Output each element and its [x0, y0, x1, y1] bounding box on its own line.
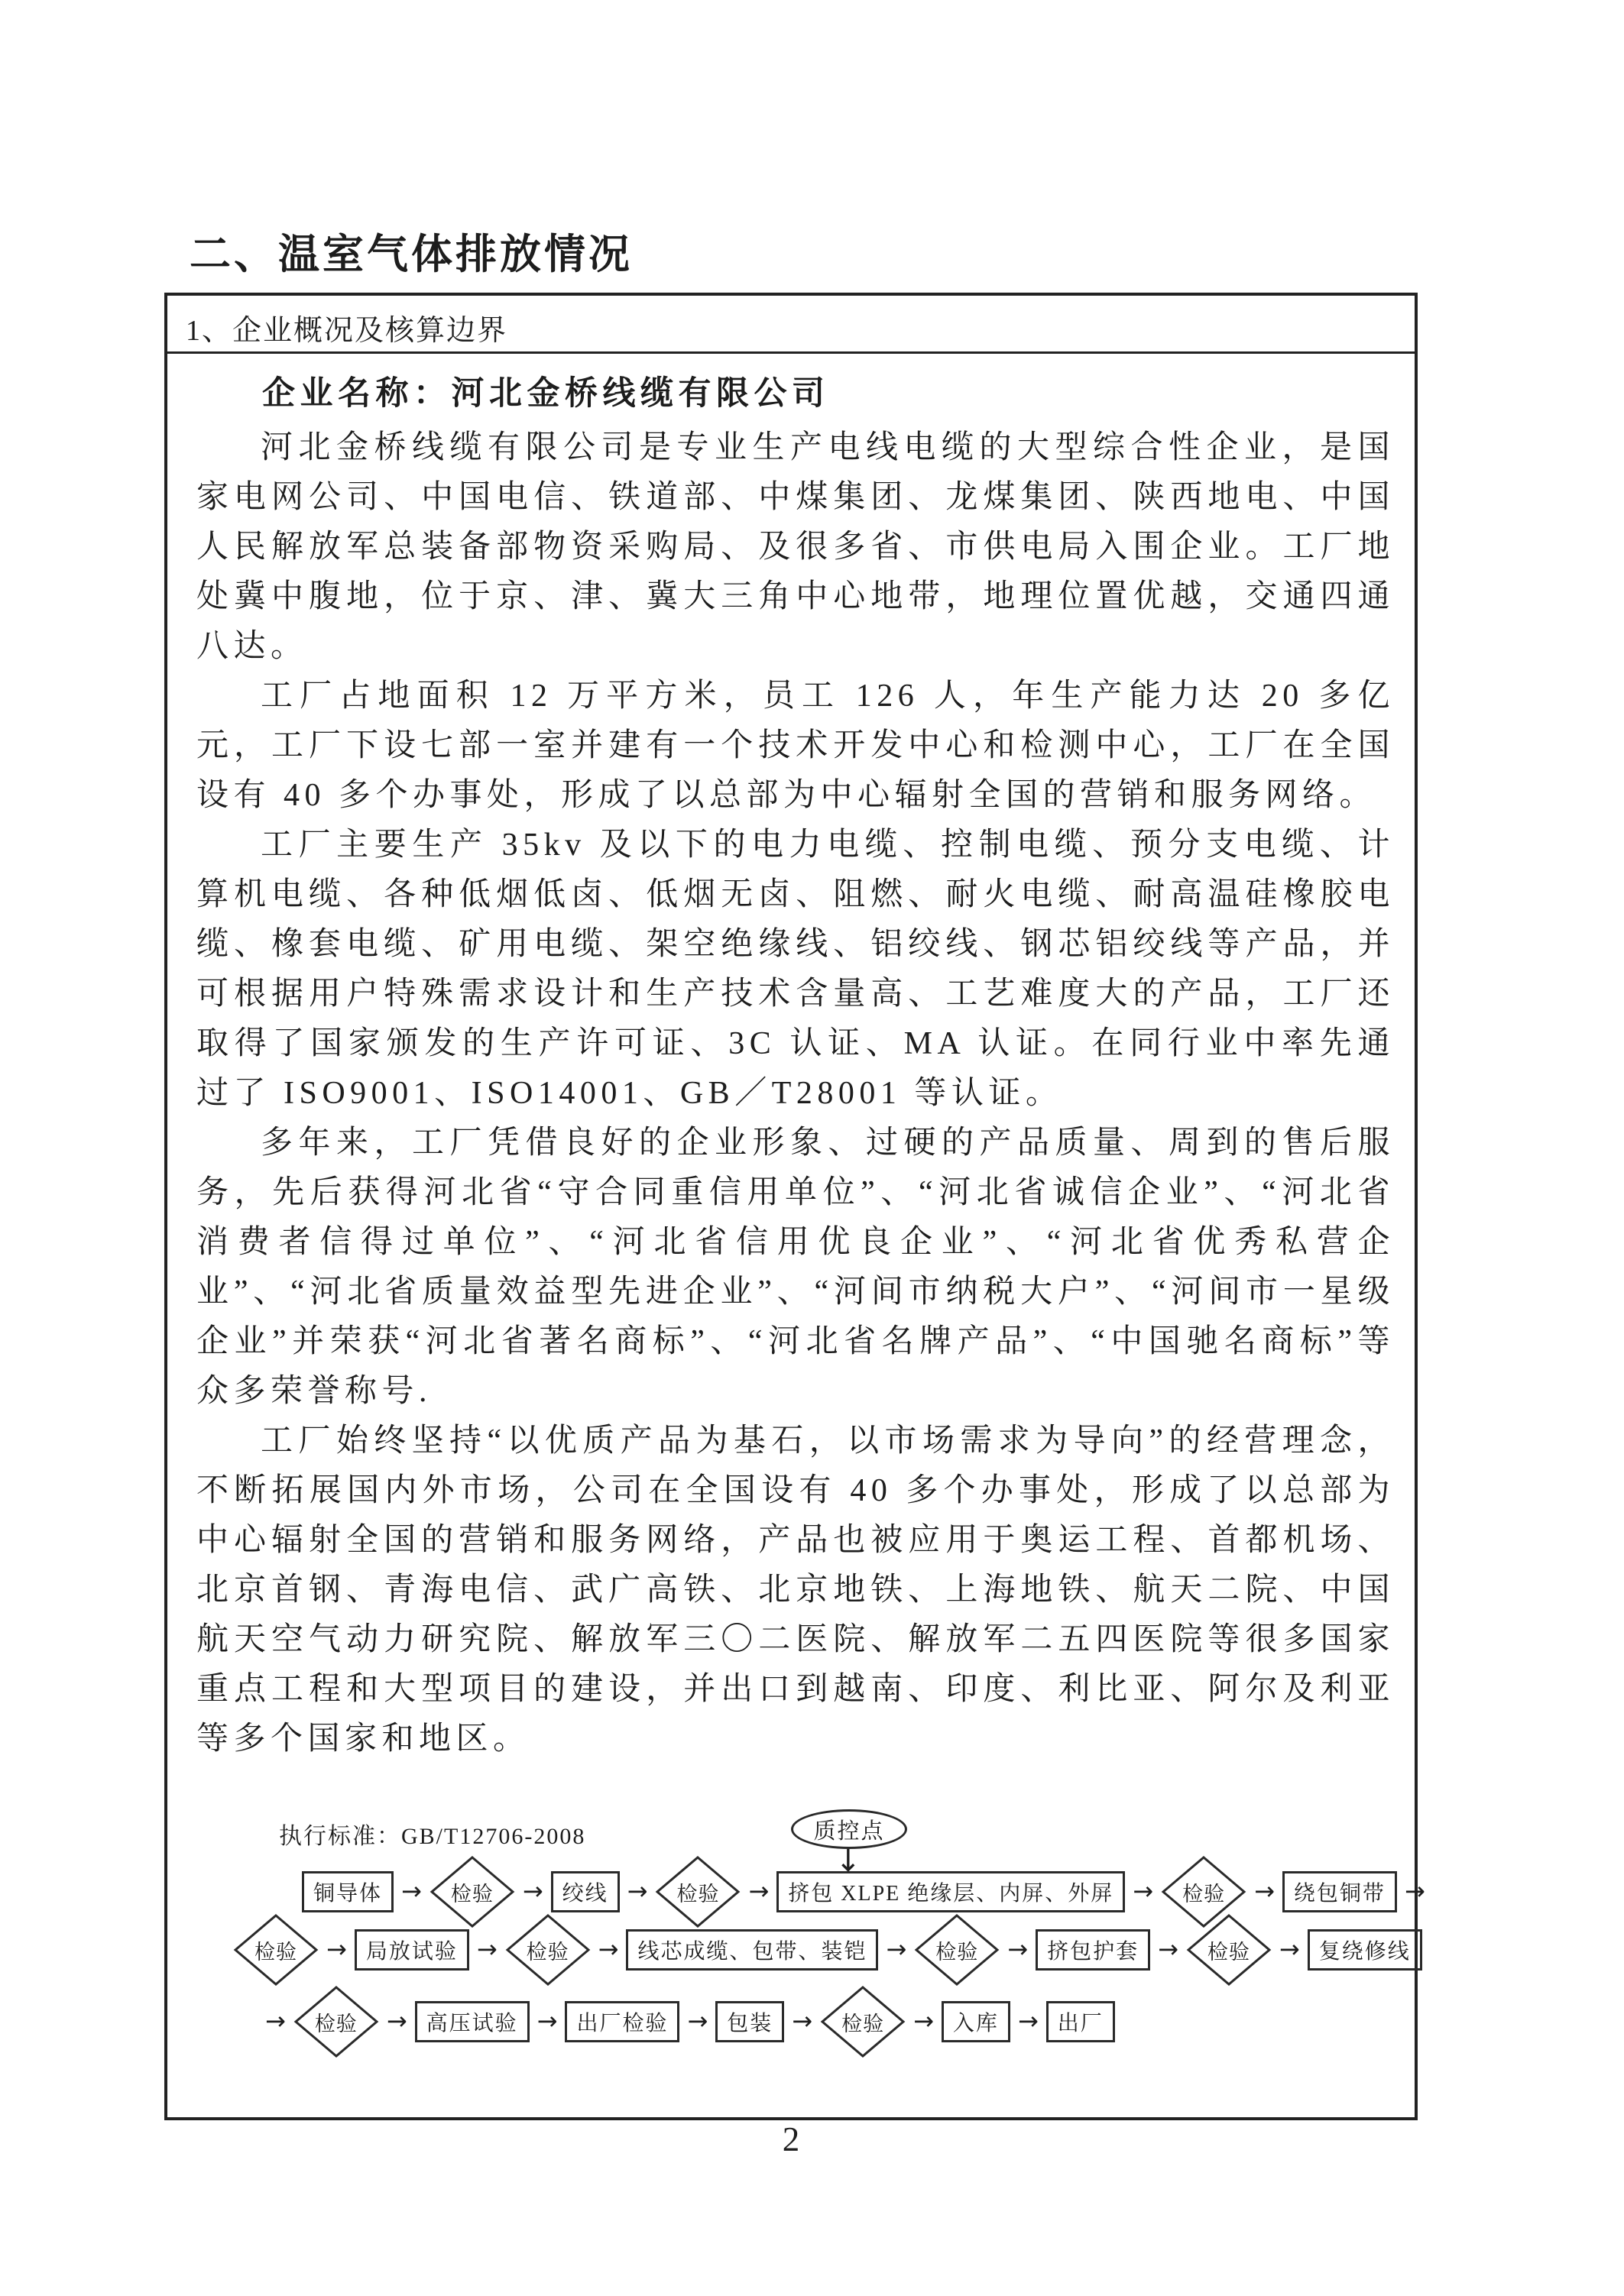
flow-arrow-icon: →	[687, 2006, 708, 2035]
flow-decision-label: 检验	[254, 1940, 297, 1964]
production-flowchart	[189, 1806, 1425, 2081]
flow-step: 绞线	[551, 1871, 620, 1912]
flow-arrow-icon: →	[598, 1935, 619, 1964]
flow-decision	[1186, 1913, 1272, 1987]
flow-decision-label: 检验	[841, 2012, 885, 2035]
flow-step: 挤包 XLPE 绝缘层、内屏、外屏	[776, 1871, 1125, 1912]
flow-decision-label: 检验	[450, 1882, 494, 1906]
flow-step: 铜导体	[302, 1871, 394, 1912]
flow-step: 线芯成缆、包带、装铠	[626, 1929, 878, 1971]
flow-step: 包装	[715, 2001, 784, 2042]
flow-step: 挤包护套	[1036, 1929, 1150, 1971]
flow-step: 局放试验	[355, 1929, 469, 1971]
paragraph: 多年来，工厂凭借良好的企业形象、过硬的产品质量、周到的售后服务，先后获得河北省“守合同重信用单位”、“河北省诚信企业”、“河北省消费者信得过单位”、“河北省信用优良企业”、“河北省优秀私营企业”、“河北省质量效益型先进企业”、“河间市纳税大户”、“河间市一星级企业”并荣获“河北省著名商标”、“河北省名牌产品”、“中国驰名商标”等众多荣誉称号.	[196, 1125, 1395, 1409]
flow-decision-label: 检验	[935, 1940, 979, 1964]
flow-arrow-icon: →	[1158, 1935, 1178, 1964]
flow-step: 高压试验	[415, 2001, 530, 2042]
flow-arrow-icon: →	[386, 2006, 407, 2035]
flow-step: 复绕修线	[1308, 1929, 1422, 1971]
flow-decision-label: 检验	[1182, 1882, 1226, 1906]
paragraphs-container	[196, 423, 1395, 1764]
flow-step: 绕包铜带	[1282, 1871, 1397, 1912]
page-number: 2	[782, 2120, 800, 2158]
flow-arrow-icon: →	[476, 1935, 498, 1964]
flow-arrow-icon: →	[627, 1877, 648, 1906]
paragraph: 工厂占地面积 12 万平方米，员工 126 人，年生产能力达 20 多亿元，工厂下设七部一室并建有一个技术开发中心和检测中心，工厂在全国设有 40 多个办事处，形成了以总部为中心辐射全国的营销和服务网络。	[196, 678, 1395, 813]
flow-decision-label: 检验	[314, 2012, 358, 2035]
flow-decision-label: 检验	[526, 1940, 569, 1964]
flow-arrow-icon: →	[326, 1935, 347, 1964]
flow-decision	[233, 1913, 319, 1987]
paragraph: 河北金桥线缆有限公司是专业生产电线电缆的大型综合性企业，是国家电网公司、中国电信、铁道部、中煤集团、龙煤集团、陕西地电、中国人民解放军总装备部物资采购局、及很多省、市供电局入围企业。工厂地处冀中腹地，位于京、津、冀大三角中心地带，地理位置优越，交通四通八达。	[196, 430, 1395, 664]
flow-step: 出厂检验	[565, 2001, 679, 2042]
flow-arrow-icon: →	[1133, 1877, 1154, 1906]
flow-arrow-icon: →	[792, 2006, 813, 2035]
section-table	[164, 293, 1425, 2120]
flow-arrow-icon: →	[265, 2006, 286, 2035]
flow-arrow-icon: →	[522, 1877, 543, 1906]
qc-down-arrow-icon: ↓	[835, 1844, 861, 1879]
section-body	[167, 354, 1415, 1764]
paragraph: 工厂始终坚持“以优质产品为基石，以市场需求为导向”的经营理念，不断拓展国内外市场，公司在全国设有 40 多个办事处，形成了以总部为中心辐射全国的营销和服务网络，产品也被应用于奥运工程、首都机场、北京首钢、青海电信、武广高铁、北京地铁、上海地铁、航天二院、中国航天空气动力研究院、解放军三〇二医院、解放军二五四医院等很多国家重点工程和大型项目的建设，并出口到越南、印度、利比亚、阿尔及利亚等多个国家和地区。	[196, 1423, 1395, 1757]
flow-decision	[505, 1913, 591, 1987]
flow-step: 出厂	[1046, 2001, 1115, 2042]
flow-arrow-icon: →	[913, 2006, 934, 2035]
flow-decision	[914, 1913, 1000, 1987]
flow-decision	[293, 1985, 379, 2058]
flow-arrow-icon: →	[1404, 1877, 1425, 1906]
flow-arrow-icon: →	[1254, 1877, 1275, 1906]
flow-row	[265, 1983, 1115, 2060]
flow-arrow-icon: →	[401, 1877, 422, 1906]
flow-decision-label: 检验	[676, 1882, 720, 1906]
flow-arrow-icon: →	[748, 1877, 770, 1906]
company-name-line: 企业名称：河北金桥线缆有限公司	[262, 376, 830, 412]
paragraph: 工厂主要生产 35kv 及以下的电力电缆、控制电缆、预分支电缆、计算机电缆、各种低烟低卤、低烟无卤、阻燃、耐火电缆、耐高温硅橡胶电缆、橡套电缆、矿用电缆、架空绝缘线、铝绞线、钢芯铝绞线等产品，并可根据用户特殊需求设计和生产技术含量高、工艺难度大的产品，工厂还取得了国家颁发的生产许可证、3C 认证、MA 认证。在同行业中率先通过了 ISO9001、ISO14001、GB／T28001 等认证。	[196, 827, 1395, 1111]
standard-label: 执行标准：GB/T12706-2008	[279, 1824, 586, 1849]
flow-arrow-icon: →	[1007, 1935, 1029, 1964]
flow-decision-label: 检验	[1207, 1940, 1250, 1964]
flow-arrow-icon: →	[1279, 1935, 1300, 1964]
page-title: 二、温室气体排放情况	[190, 232, 633, 277]
flow-arrow-icon: →	[1017, 2006, 1039, 2035]
flow-decision	[820, 1985, 906, 2058]
qc-point-oval: 质控点	[791, 1809, 907, 1849]
flow-arrow-icon: →	[536, 2006, 558, 2035]
section-header: 1、企业概况及核算边界	[167, 296, 1415, 354]
flow-step: 入库	[942, 2001, 1010, 2042]
flow-arrow-icon: →	[886, 1935, 907, 1964]
flow-row	[233, 1912, 1422, 1988]
